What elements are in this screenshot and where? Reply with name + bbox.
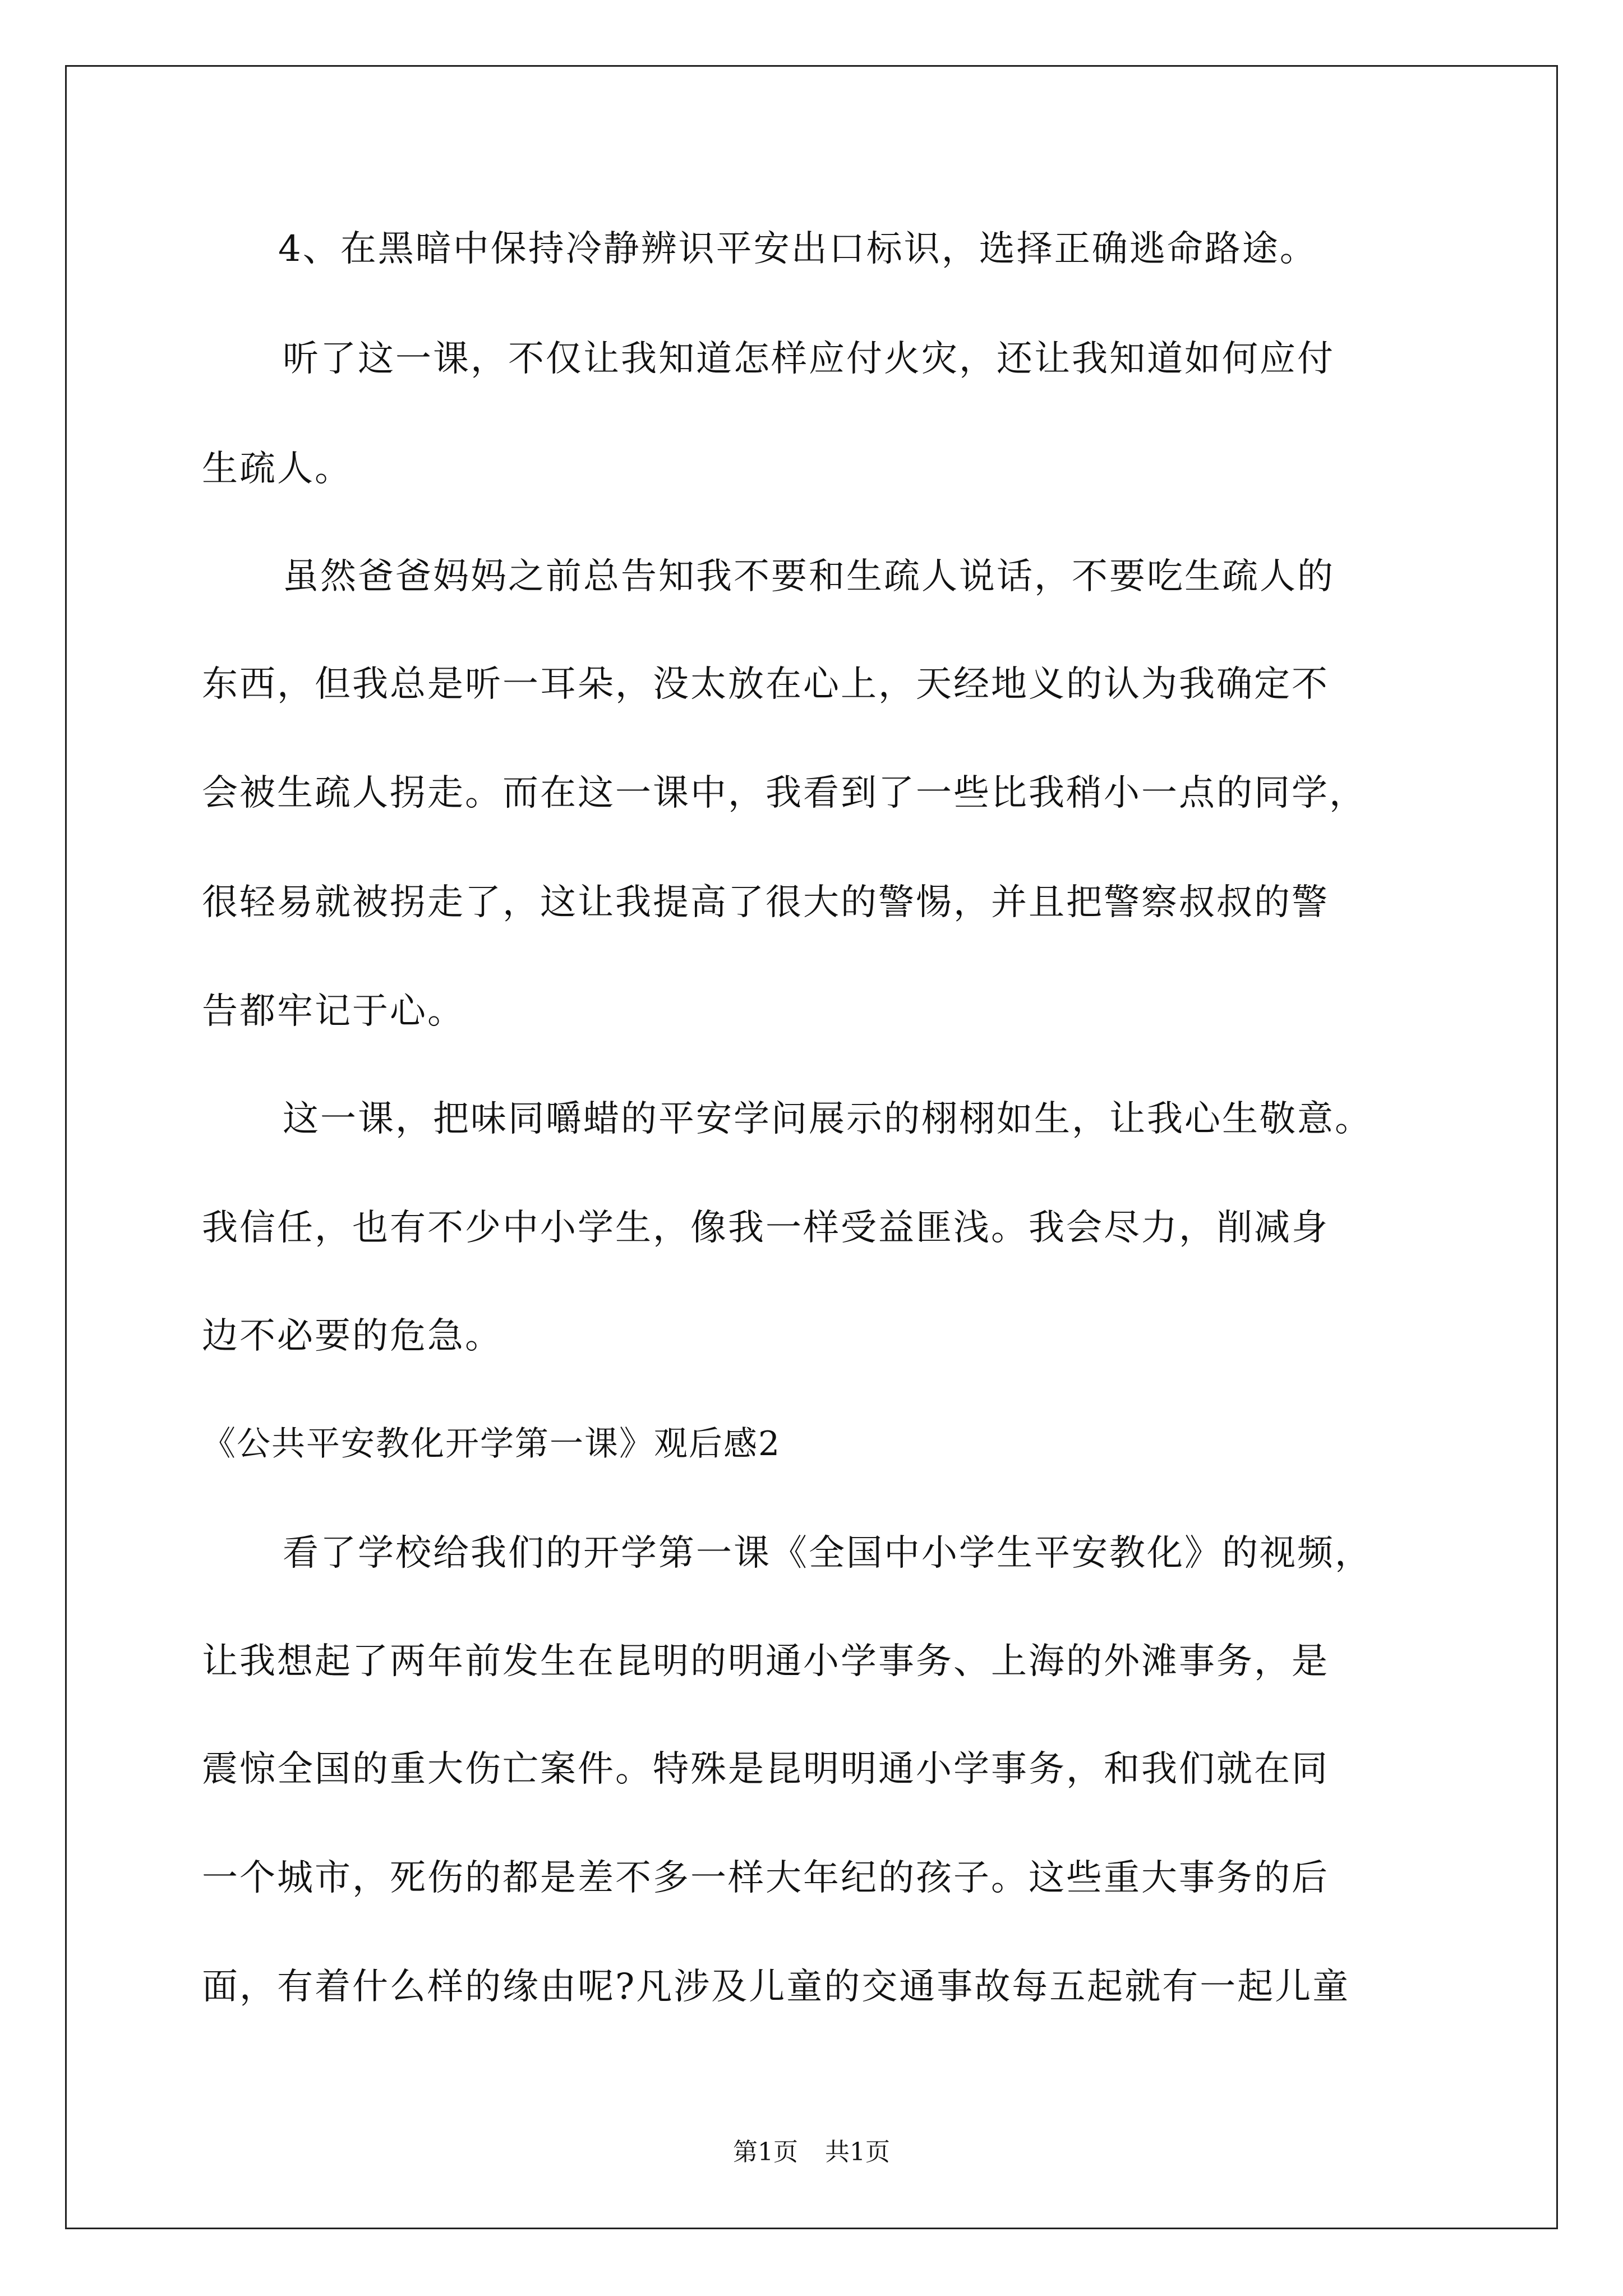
text-line: 一个城市，死伤的都是差不多一样大年纪的孩子。这些重大事务的后 <box>202 1857 1329 1899</box>
page-border <box>65 65 1558 2229</box>
text-line: 让我想起了两年前发生在昆明的明通小学事务、上海的外滩事务，是 <box>202 1641 1329 1682</box>
text-line: 虽然爸爸妈妈之前总告知我不要和生疏人说话，不要吃生疏人的 <box>283 556 1335 597</box>
text-line: 很轻易就被拐走了，这让我提高了很大的警惕，并且把警察叔叔的警 <box>202 882 1329 923</box>
text-line: 听了这一课，不仅让我知道怎样应付火灾，还让我知道如何应付 <box>283 338 1335 380</box>
text-line: 告都牢记于心。 <box>202 991 465 1032</box>
text-line: 看了学校给我们的开学第一课《全国中小学生平安教化》的视频， <box>283 1533 1372 1574</box>
text-line: 会被生疏人拐走。而在这一课中，我看到了一些比我稍小一点的同学， <box>202 772 1367 814</box>
text-line: 4、在黑暗中保持冷静辨识平安出口标识，选择正确逃命路途。 <box>278 228 1317 270</box>
text-line: 我信任，也有不少中小学生，像我一样受益匪浅。我会尽力，削减身 <box>202 1207 1329 1249</box>
text-line: 生疏人。 <box>202 448 352 490</box>
section-heading: 《公共平安教化开学第一课》观后感2 <box>202 1424 781 1464</box>
text-line: 面，有着什么样的缘由呢?凡涉及儿童的交通事故每五起就有一起儿童 <box>202 1966 1350 2008</box>
page-number: 第1页 <box>733 2138 798 2166</box>
text-line: 震惊全国的重大伤亡案件。特殊是昆明明通小学事务，和我们就在同 <box>202 1749 1329 1790</box>
page-total: 共1页 <box>825 2138 890 2166</box>
text-line: 这一课，把味同嚼蜡的平安学问展示的栩栩如生，让我心生敬意。 <box>283 1098 1372 1140</box>
page-footer <box>0 2132 1623 2168</box>
text-line: 边不必要的危急。 <box>202 1315 502 1357</box>
text-line: 东西，但我总是听一耳朵，没太放在心上，天经地义的认为我确定不 <box>202 664 1329 705</box>
